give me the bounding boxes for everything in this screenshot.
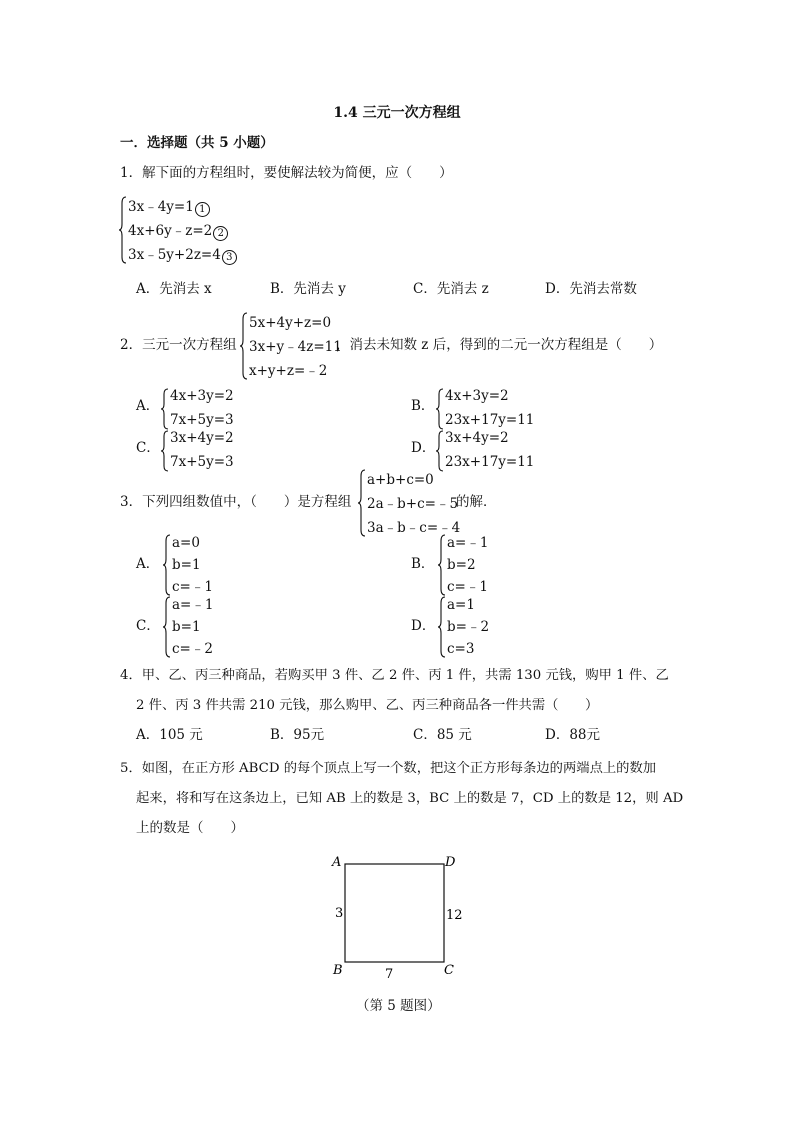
q2-option-d-eq-2: 23x+17y=11 <box>445 454 535 470</box>
q2-option-b-brace-icon <box>435 387 445 431</box>
side-label-cd: 12 <box>446 908 463 923</box>
q3-option-c-brace-icon <box>162 595 172 659</box>
q5-stem-line-1: 5．如图，在正方形 ABCD 的每个顶点上写一个数，把这个正方形每条边的两端点上的数加 <box>120 761 657 776</box>
vertex-label-d: D <box>445 855 456 870</box>
q3-option-b-eq-1: a=﹣1 <box>447 535 489 551</box>
q3-stem-pre: 3．下列四组数值中，（ ）是方程组 <box>120 494 352 510</box>
square-abcd <box>345 864 444 962</box>
q3-option-c-eq-2: b=1 <box>172 619 201 635</box>
q4-option-d: D．88元 <box>545 727 601 743</box>
q3-eq-3: 3a﹣b﹣c=﹣4 <box>367 520 461 536</box>
circled-number-3-icon: 3 <box>222 250 237 265</box>
q3-option-a-brace-icon <box>162 533 172 597</box>
q2-option-d-brace-icon <box>435 429 445 473</box>
q2-option-d-eq-1: 3x+4y=2 <box>445 430 509 446</box>
q2-eq-2: 3x+y﹣4z=11 <box>249 339 342 355</box>
q3-eq-1: a+b+c=0 <box>367 472 434 488</box>
q4-option-a: A．105 元 <box>136 727 203 743</box>
q3-option-a-eq-2: b=1 <box>172 557 201 573</box>
q2-option-a-eq-1: 4x+3y=2 <box>170 388 234 404</box>
q3-option-d-eq-3: c=3 <box>447 641 475 657</box>
q3-option-d-eq-2: b=﹣2 <box>447 619 490 635</box>
q2-option-c-brace-icon <box>160 429 170 473</box>
q2-stem-pre: 2．三元一次方程组 <box>120 337 237 353</box>
q2-stem-post: ，消去未知数 z 后，得到的二元一次方程组是（ ） <box>336 337 663 353</box>
q3-brace-icon <box>357 468 367 538</box>
q2-option-c-eq-2: 7x+5y=3 <box>170 454 234 470</box>
q2-option-d-label: D． <box>411 440 436 456</box>
q3-option-a-eq-3: c=﹣1 <box>172 579 213 595</box>
q4-option-b: B．95元 <box>270 727 325 743</box>
q2-option-b-eq-1: 4x+3y=2 <box>445 388 509 404</box>
q2-option-a-label: A． <box>136 398 160 414</box>
q3-option-c-label: C． <box>136 618 160 634</box>
side-label-ab: 3 <box>335 906 344 921</box>
q5-stem-line-3: 上的数是（ ） <box>136 820 244 836</box>
q1-option-a: A．先消去 x <box>136 281 212 297</box>
vertex-label-c: C <box>444 963 454 978</box>
q3-option-a-eq-1: a=0 <box>172 535 200 551</box>
q2-option-b-eq-2: 23x+17y=11 <box>445 412 535 428</box>
q1-eq-3: 3x﹣5y+2z=4 3 <box>128 249 237 265</box>
q2-option-a-brace-icon <box>160 387 170 431</box>
q2-option-c-label: C． <box>136 440 160 456</box>
q2-brace-icon <box>239 311 249 381</box>
q3-option-c-eq-3: c=﹣2 <box>172 641 213 657</box>
square-figure <box>320 850 470 985</box>
page-title: 1.4 三元一次方程组 <box>333 105 461 121</box>
q3-option-b-label: B． <box>411 556 435 572</box>
vertex-label-b: B <box>333 963 343 978</box>
q1-eq-2: 4x+6y﹣z=2 2 <box>128 225 228 241</box>
circled-number-2-icon: 2 <box>213 226 228 241</box>
q2-eq-3: x+y+z=﹣2 <box>249 363 328 379</box>
q3-option-b-brace-icon <box>437 533 447 597</box>
q1-stem: 1．解下面的方程组时，要使解法较为简便，应（ ） <box>120 165 453 181</box>
q3-option-c-eq-1: a=﹣1 <box>172 597 214 613</box>
q2-option-b-label: B． <box>411 398 435 414</box>
q3-eq-2: 2a﹣b+c=﹣5 <box>367 496 459 512</box>
q1-option-c: C．先消去 z <box>413 281 489 297</box>
q4-stem-line-2: 2 件、丙 3 件共需 210 元钱，那么购甲、乙、丙三种商品各一件共需（ ） <box>136 698 599 713</box>
q4-option-c: C．85 元 <box>413 727 472 743</box>
q1-option-b: B．先消去 y <box>270 281 346 297</box>
q4-stem-line-1: 4．甲、乙、丙三种商品，若购买甲 3 件、乙 2 件、丙 1 件，共需 130 元钱，购甲 1 件、乙 <box>120 668 669 683</box>
q2-eq-1: 5x+4y+z=0 <box>249 315 332 331</box>
q3-option-b-eq-2: b=2 <box>447 557 476 573</box>
q2-option-c-eq-1: 3x+4y=2 <box>170 430 234 446</box>
q5-stem-line-2: 起来，将和写在这条边上，已知 AB 上的数是 3，BC 上的数是 7，CD 上的数是 12，则 AD <box>136 791 684 806</box>
q3-option-d-eq-1: a=1 <box>447 597 475 613</box>
q1-eq-1: 3x﹣4y=1 1 <box>128 201 210 217</box>
q1-brace-icon <box>118 195 128 265</box>
q3-option-b-eq-3: c=﹣1 <box>447 579 488 595</box>
q1-option-d: D．先消去常数 <box>545 281 637 297</box>
q3-option-a-label: A． <box>136 556 160 572</box>
vertex-label-a: A <box>332 855 342 870</box>
q2-option-a-eq-2: 7x+5y=3 <box>170 412 234 428</box>
figure-caption: （第 5 题图） <box>356 998 441 1014</box>
section-heading: 一．选择题（共 5 小题） <box>120 135 274 151</box>
q3-stem-post: 的解． <box>456 494 497 510</box>
side-label-bc: 7 <box>385 967 394 982</box>
circled-number-1-icon: 1 <box>195 202 210 217</box>
q3-option-d-brace-icon <box>437 595 447 659</box>
q3-option-d-label: D． <box>411 618 436 634</box>
